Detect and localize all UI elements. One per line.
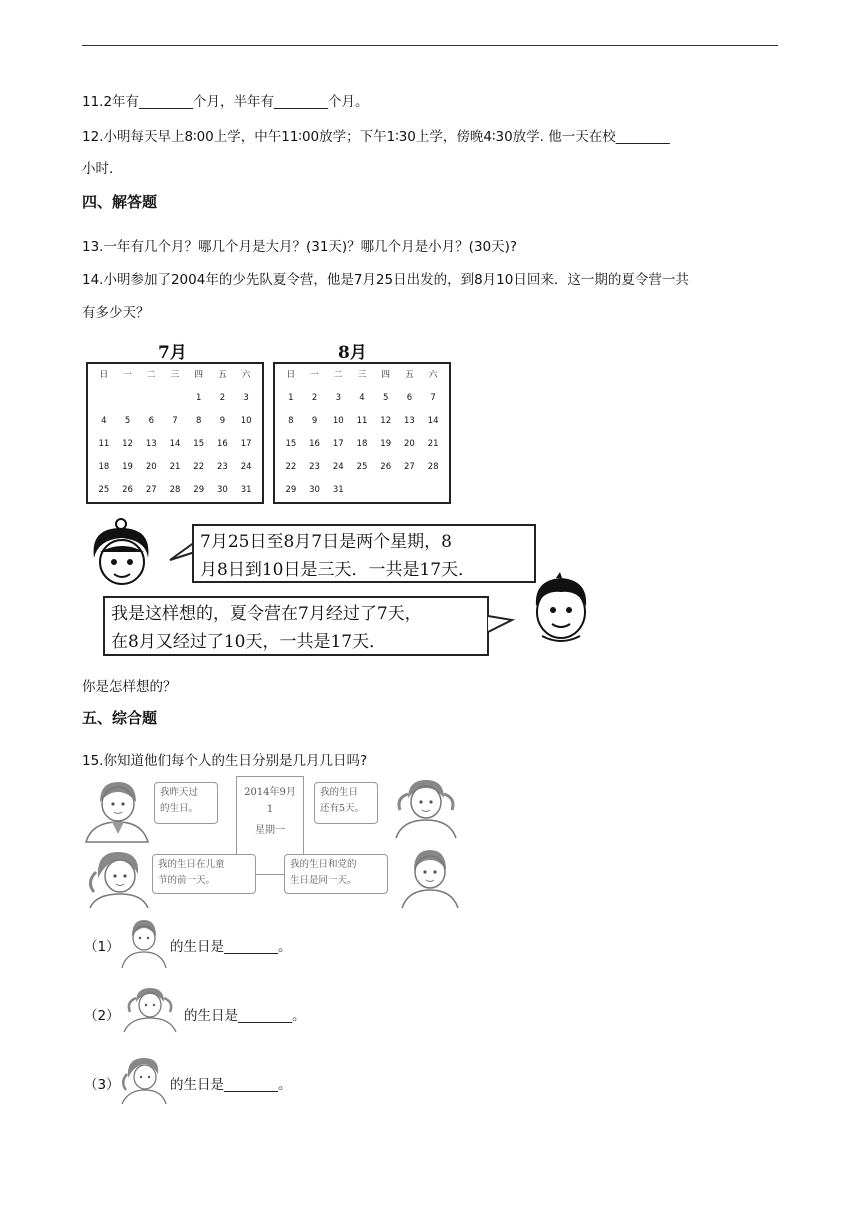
july-day: 30 <box>217 485 228 495</box>
birthday-bubble-a-line2: 的生日。 <box>160 803 199 814</box>
august-calendar-title: 8月 <box>338 343 367 363</box>
date-card-line2: 1 <box>266 804 274 815</box>
july-day: 18 <box>98 462 110 472</box>
july-calendar-title: 7月 <box>158 343 187 363</box>
august-day: 3 <box>335 393 341 403</box>
july-day: 10 <box>240 416 252 426</box>
august-day: 21 <box>427 439 439 449</box>
birthday-bubble-d-line1: 我的生日和党的 <box>290 859 357 870</box>
birthday-bubble-b-line1: 我的生日 <box>320 787 359 798</box>
july-weekday: 四 <box>194 370 203 380</box>
boy-d-illustration <box>396 846 462 910</box>
girl-face-illustration <box>86 518 156 588</box>
july-calendar <box>86 362 264 504</box>
july-day: 4 <box>101 416 107 426</box>
august-day: 17 <box>332 439 344 449</box>
july-day: 16 <box>217 439 228 449</box>
august-day: 9 <box>311 416 318 426</box>
subquestion-1-text: 的生日是________。 <box>170 939 292 955</box>
july-day <box>139 391 163 405</box>
boy-speech-line1: 我是这样想的，夏令营在7月经过了7天， <box>111 604 422 624</box>
section-heading-5: 五、综合题 <box>82 709 158 727</box>
august-day: 24 <box>332 462 344 472</box>
subquestion-2 <box>84 1004 120 1024</box>
question-12-line2: 小时. <box>82 161 114 177</box>
july-day: 7 <box>172 416 178 426</box>
july-weekday: 二 <box>147 370 156 380</box>
august-day: 5 <box>382 393 389 403</box>
august-day: 20 <box>404 439 415 449</box>
august-day: 12 <box>380 416 392 426</box>
august-day: 22 <box>285 462 297 472</box>
july-day: 13 <box>145 439 157 449</box>
july-weekday: 一 <box>123 370 132 380</box>
question-15: 15.你知道他们每个人的生日分别是几月几日吗? <box>82 753 368 769</box>
girl-b-thumbnail <box>118 986 182 1034</box>
august-weekday: 四 <box>381 370 390 380</box>
august-day: 25 <box>356 462 368 472</box>
july-day: 3 <box>243 393 249 403</box>
girl-speech-line2: 月8日到10日是三天．一共是17天． <box>200 560 476 580</box>
july-weekday: 三 <box>170 370 180 380</box>
birthday-bubble-b-line2: 还有5天。 <box>320 803 365 814</box>
august-day: 10 <box>332 416 344 426</box>
question-14-line2: 有多少天？ <box>82 305 150 321</box>
july-day: 12 <box>122 439 133 449</box>
august-weekday: 日 <box>286 370 296 380</box>
girl-speech-line1: 7月25日至8月7日是两个星期，8 <box>200 532 452 552</box>
birthday-bubble-c-line2: 节的前一天。 <box>158 875 216 886</box>
august-calendar-grid <box>279 368 445 497</box>
subquestion-3-number: （3） <box>84 1077 120 1093</box>
boy-a-illustration <box>82 778 152 844</box>
august-day: 1 <box>288 393 294 403</box>
july-day: 1 <box>195 393 202 403</box>
boy-a-thumbnail <box>120 918 168 968</box>
july-day: 29 <box>193 485 205 495</box>
section-heading-4: 四、解答题 <box>82 193 158 211</box>
boy-bubble-tail <box>486 612 516 638</box>
july-day: 24 <box>240 462 252 472</box>
july-day: 17 <box>240 439 252 449</box>
header-rule <box>82 45 778 46</box>
august-day: 16 <box>309 439 320 449</box>
question-11: 11.2年有________个月，半年有________个月。 <box>82 94 369 110</box>
august-day: 8 <box>288 416 294 426</box>
august-day: 29 <box>285 485 297 495</box>
august-day: 15 <box>285 439 297 449</box>
august-day: 4 <box>359 393 365 403</box>
subquestion-3-text: 的生日是________。 <box>170 1077 292 1093</box>
july-day: 8 <box>195 416 202 426</box>
july-day: 14 <box>169 439 181 449</box>
question-13: 13.一年有几个月？哪几个月是大月？(31天)？哪几个月是小月？(30天)? <box>82 239 518 255</box>
july-day: 5 <box>124 416 131 426</box>
girl-b-illustration <box>386 776 464 842</box>
date-card-line1: 2014年9月 <box>244 787 296 798</box>
august-day: 30 <box>309 485 320 495</box>
july-day: 21 <box>169 462 181 472</box>
boy-face-illustration <box>526 572 596 648</box>
subquestion-1-number: （1） <box>84 939 120 955</box>
girl-c-thumbnail <box>118 1056 168 1106</box>
question-12-line1: 12.小明每天早上8∶00上学，中午11∶00放学；下午1∶30上学，傍晚4∶30放学. 他一天在校________ <box>82 129 670 145</box>
august-day: 19 <box>380 439 392 449</box>
august-day: 18 <box>356 439 368 449</box>
birthday-bubble-c <box>152 854 256 894</box>
birthday-bubble-b <box>314 782 378 824</box>
subquestion-1 <box>84 935 120 955</box>
july-day: 26 <box>122 485 133 495</box>
july-day: 20 <box>145 462 157 472</box>
july-day: 22 <box>193 462 205 472</box>
august-day: 7 <box>430 393 436 403</box>
july-day: 28 <box>169 485 181 495</box>
july-day: 11 <box>98 439 110 449</box>
birthday-bubble-a <box>154 782 218 824</box>
july-day: 19 <box>122 462 133 472</box>
july-day: 31 <box>240 485 252 495</box>
girl-speech-bubble <box>192 524 536 583</box>
boy-speech-bubble <box>103 596 489 656</box>
girl-c-illustration <box>82 848 152 910</box>
july-day: 6 <box>148 416 154 426</box>
birthday-bubble-d-line2: 生日是同一天。 <box>290 875 357 886</box>
august-day: 2 <box>311 393 318 403</box>
birthday-bubble-a-line1: 我昨天过 <box>160 787 199 798</box>
july-day <box>163 391 187 405</box>
august-weekday: 二 <box>334 370 343 380</box>
question-14-prompt: 你是怎样想的？ <box>82 679 177 695</box>
date-card-line3: 星期一 <box>255 825 285 836</box>
august-weekday: 六 <box>428 370 438 380</box>
question-14-line1: 14.小明参加了2004年的少先队夏令营，他是7月25日出发的，到8月10日回来．这一期的夏令营一共 <box>82 272 689 288</box>
july-day: 27 <box>145 485 157 495</box>
birthday-bubble-c-line1: 我的生日在儿童 <box>158 859 225 870</box>
subquestion-2-text: 的生日是________。 <box>184 1008 306 1024</box>
july-calendar-grid <box>92 368 258 497</box>
july-day: 23 <box>217 462 228 472</box>
august-weekday: 三 <box>357 370 367 380</box>
august-day: 27 <box>404 462 415 472</box>
july-weekday: 五 <box>218 370 227 380</box>
august-day: 13 <box>404 416 415 426</box>
subquestion-3 <box>84 1073 120 1093</box>
august-weekday: 一 <box>310 370 319 380</box>
july-day <box>116 391 140 405</box>
august-day: 11 <box>356 416 368 426</box>
august-day: 14 <box>427 416 439 426</box>
august-calendar <box>273 362 451 504</box>
july-weekday: 六 <box>241 370 251 380</box>
august-day: 26 <box>380 462 392 472</box>
july-day: 2 <box>219 393 226 403</box>
july-day: 25 <box>98 485 110 495</box>
august-day: 28 <box>427 462 439 472</box>
july-weekday: 日 <box>99 370 109 380</box>
august-day: 23 <box>309 462 320 472</box>
august-day: 31 <box>332 485 344 495</box>
july-day <box>92 391 116 405</box>
august-day: 6 <box>406 393 413 403</box>
birthday-bubble-d <box>284 854 388 894</box>
july-day: 15 <box>193 439 205 449</box>
august-weekday: 五 <box>405 370 414 380</box>
subquestion-2-number: （2） <box>84 1008 120 1024</box>
boy-speech-line2: 在8月又经过了10天，一共是17天． <box>111 632 387 652</box>
july-day: 9 <box>219 416 226 426</box>
